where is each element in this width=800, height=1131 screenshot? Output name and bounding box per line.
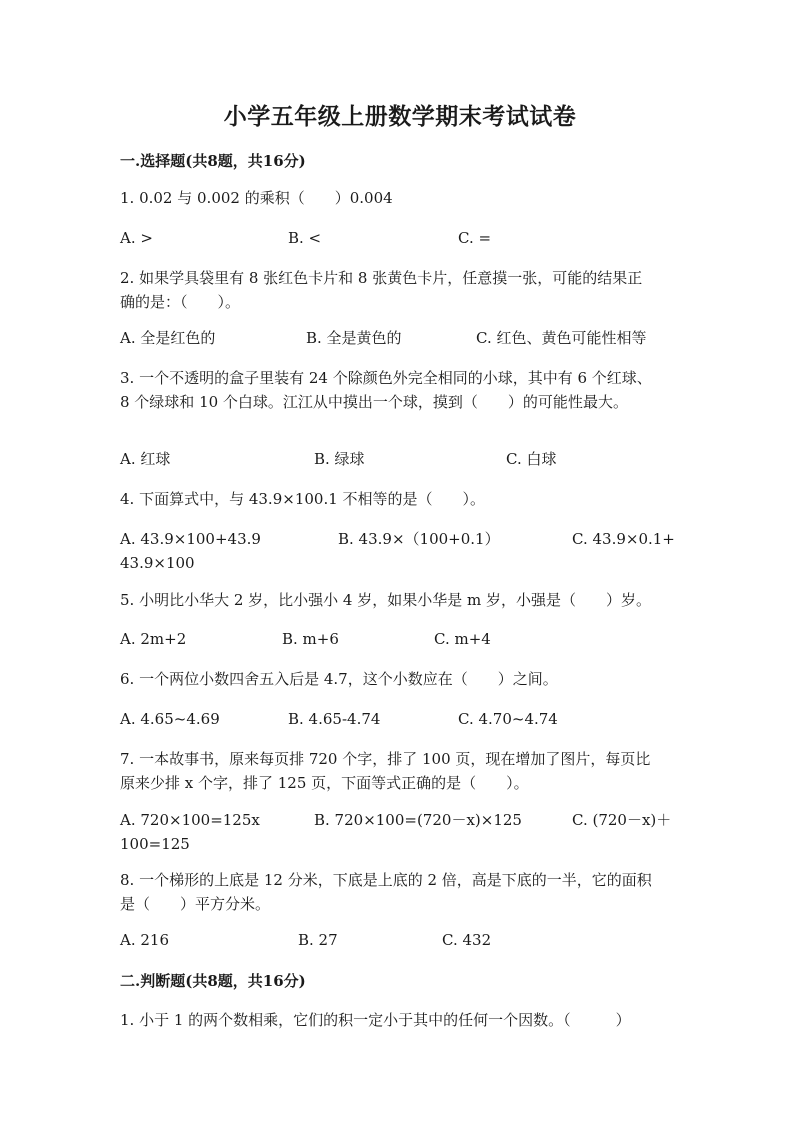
question-8 xyxy=(120,868,680,916)
option-c: C. 43.9×0.1+ xyxy=(572,530,675,548)
option-c-continued: 43.9×100 xyxy=(120,554,195,572)
option-c: C. m+4 xyxy=(434,630,491,648)
option-c: C. 432 xyxy=(442,931,492,949)
question-5: 5. 小明比小华大 2 岁，比小强小 4 岁，如果小华是 m 岁，小强是（ ）岁。 xyxy=(120,591,652,609)
option-a: A. 2m+2 xyxy=(120,630,187,648)
option-a: A. 43.9×100+43.9 xyxy=(120,530,261,548)
question-4-options xyxy=(120,527,690,575)
option-b: B. 720×100=(720－x)×125 xyxy=(314,811,522,829)
option-b: B. 43.9×（100+0.1） xyxy=(338,530,500,548)
question-8-options xyxy=(120,928,690,976)
option-b: B. 27 xyxy=(298,931,338,949)
judgement-1: 1. 小于 1 的两个数相乘，它们的积一定小于其中的任何一个因数。（ ） xyxy=(120,1011,631,1029)
question-1: 1. 0.02 与 0.002 的乘积（ ）0.004 xyxy=(120,189,393,207)
question-line: 7. 一本故事书，原来每页排 720 个字，排了 100 页，现在增加了图片，每页比 xyxy=(120,750,651,768)
option-a: A. 720×100=125x xyxy=(120,811,260,829)
section-heading-multiple-choice: 一.选择题(共8题，共16分) xyxy=(120,152,306,170)
section-heading-true-false: 二.判断题(共8题，共16分) xyxy=(120,972,306,990)
option-c: C. 白球 xyxy=(506,450,557,468)
question-6: 6. 一个两位小数四舍五入后是 4.7，这个小数应在（ ）之间。 xyxy=(120,670,558,688)
option-a: A. 4.65~4.69 xyxy=(120,710,220,728)
question-line: 确的是：（ ）。 xyxy=(120,293,241,311)
option-a: A. 全是红色的 xyxy=(120,329,216,347)
question-line: 3. 一个不透明的盒子里装有 24 个除颜色外完全相同的小球，其中有 6 个红球、 xyxy=(120,369,652,387)
option-c: C. 红色、黄色可能性相等 xyxy=(476,329,647,347)
question-line: 2. 如果学具袋里有 8 张红色卡片和 8 张黄色卡片，任意摸一张，可能的结果正 xyxy=(120,269,643,287)
question-line: 原来少排 x 个字，排了 125 页，下面等式正确的是（ ）。 xyxy=(120,774,529,792)
option-c: C. 4.70~4.74 xyxy=(458,710,558,728)
option-b: B. 全是黄色的 xyxy=(306,329,402,347)
question-line: 是（ ）平方分米。 xyxy=(120,895,271,913)
option-c-continued: 100=125 xyxy=(120,835,190,853)
page-title: 小学五年级上册数学期末考试试卷 xyxy=(223,103,577,130)
option-c: C. (720－x)＋ xyxy=(572,811,672,829)
question-7-options xyxy=(120,808,690,856)
question-3 xyxy=(120,366,680,414)
option-b: B. m+6 xyxy=(282,630,339,648)
question-7 xyxy=(120,747,680,795)
option-b: B. < xyxy=(288,229,322,247)
option-a: A. 红球 xyxy=(120,450,171,468)
option-c: C. = xyxy=(458,229,492,247)
question-line: 8 个绿球和 10 个白球。江江从中摸出一个球，摸到（ ）的可能性最大。 xyxy=(120,393,628,411)
option-b: B. 4.65-4.74 xyxy=(288,710,381,728)
question-4: 4. 下面算式中，与 43.9×100.1 不相等的是（ ）。 xyxy=(120,490,486,508)
option-a: A. 216 xyxy=(120,931,169,949)
question-2 xyxy=(120,266,680,314)
option-a: A. > xyxy=(120,229,153,247)
question-line: 8. 一个梯形的上底是 12 分米，下底是上底的 2 倍，高是下底的一半，它的面积 xyxy=(120,871,652,889)
option-b: B. 绿球 xyxy=(314,450,365,468)
